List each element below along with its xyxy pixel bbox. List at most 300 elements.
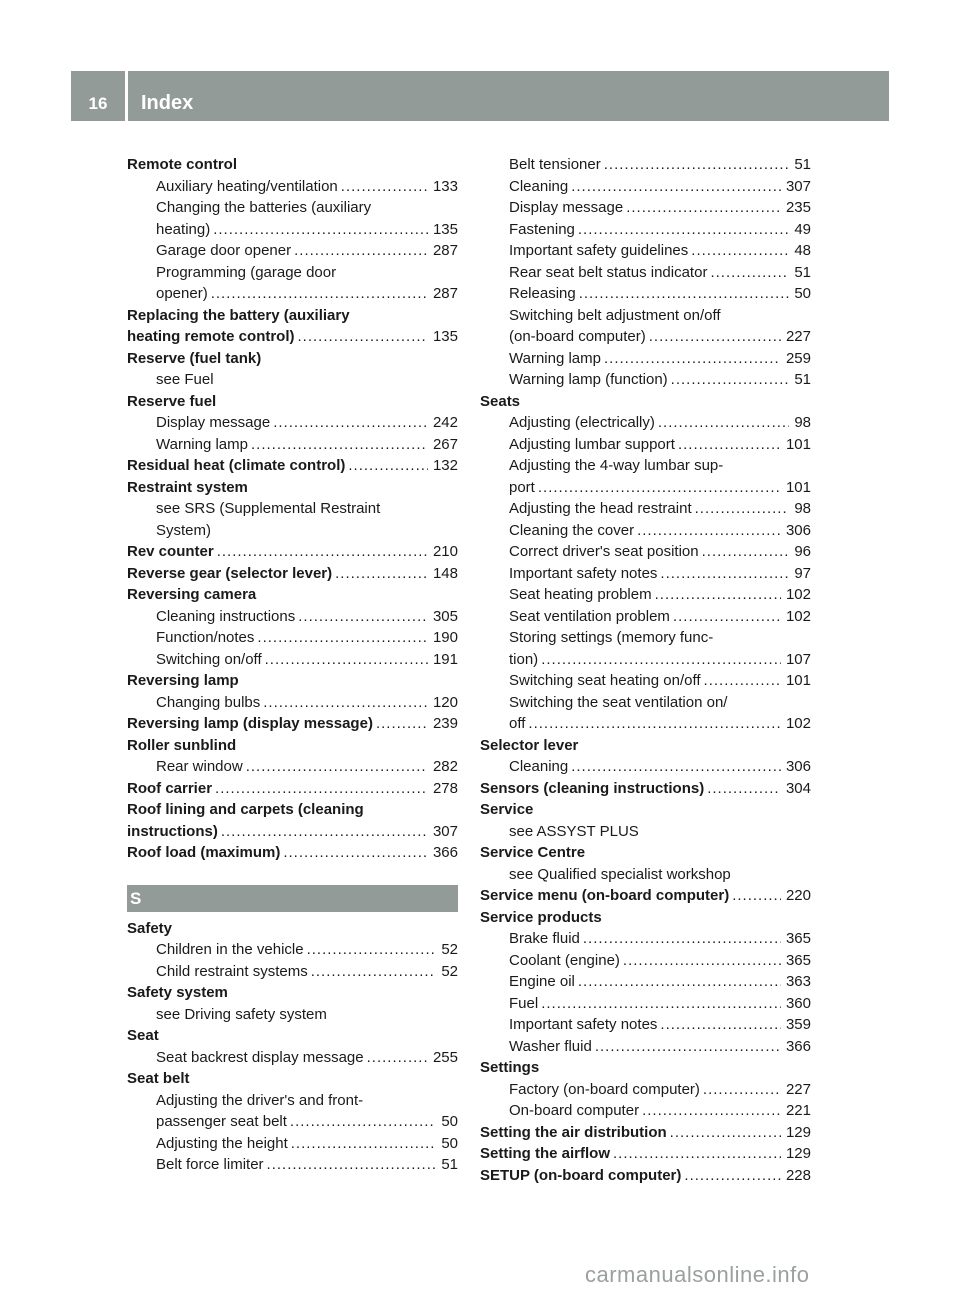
entry-text: On-board computer (509, 1102, 640, 1119)
index-subentry (480, 434, 811, 456)
dot-leader (283, 842, 428, 864)
section-heading-s: S (127, 885, 458, 912)
entry-text: Setting the airflow (480, 1145, 611, 1162)
entry-text: see ASSYST PLUS (509, 822, 639, 840)
index-entry (127, 821, 458, 843)
page-reference: 102 (785, 586, 811, 603)
entry-text: Adjusting (electrically) (509, 414, 655, 431)
page-reference: 220 (785, 887, 811, 904)
index-subentry (480, 240, 811, 262)
index-entry (127, 1068, 458, 1090)
page-reference: 101 (785, 478, 811, 496)
page-reference: 120 (432, 693, 458, 711)
index-subentry (127, 692, 458, 714)
page-reference: 135 (432, 328, 458, 345)
dot-leader (335, 563, 428, 585)
dot-leader (307, 939, 437, 961)
index-subentry (127, 1111, 458, 1133)
entry-text: Seat ventilation problem (509, 607, 670, 625)
dot-leader (221, 821, 428, 843)
entry-text: Important safety guidelines (509, 242, 689, 259)
entry-text: Roller sunblind (127, 736, 237, 754)
entry-text: Setting the air distribution (480, 1123, 667, 1141)
index-entry (127, 541, 458, 563)
dot-leader (290, 1111, 436, 1133)
page-reference: 360 (785, 994, 811, 1012)
entry-text: Rear seat belt status indicator (509, 263, 708, 281)
index-subentry (127, 649, 458, 671)
page-title: Index (141, 92, 194, 114)
index-subentry (480, 821, 811, 843)
index-subentry (127, 369, 458, 391)
page-reference: 239 (432, 715, 458, 732)
page-reference: 221 (785, 1102, 811, 1119)
index-entry (480, 735, 811, 757)
index-subentry (480, 262, 811, 284)
watermark: carmanualsonline.info (585, 1262, 810, 1287)
page-header (71, 71, 889, 121)
dot-leader (671, 369, 790, 391)
index-subentry (127, 1133, 458, 1155)
dot-leader (211, 283, 428, 305)
page-reference: 148 (432, 564, 458, 582)
dot-leader (649, 326, 781, 348)
entry-text: Function/notes (156, 629, 255, 646)
page-reference: 98 (794, 414, 811, 431)
page-reference: 359 (785, 1016, 811, 1033)
dot-leader (637, 520, 781, 542)
page-number: 16 (88, 94, 108, 113)
page-reference: 129 (785, 1145, 811, 1162)
entry-text: Replacing the battery (auxiliary (127, 306, 350, 324)
index-subentry (480, 154, 811, 176)
entry-text: Seats (480, 392, 521, 410)
index-subentry (480, 498, 811, 520)
entry-text: see SRS (Supplemental Restraint (156, 500, 381, 517)
entry-text: Service Centre (480, 844, 586, 861)
index-subentry (480, 1079, 811, 1101)
entry-text: Service (480, 801, 534, 818)
entry-text: heating) (156, 220, 211, 238)
index-subentry (480, 971, 811, 993)
page-reference: 51 (794, 263, 811, 281)
page-reference: 132 (432, 457, 458, 474)
dot-leader (273, 412, 428, 434)
page-reference: 242 (432, 414, 458, 431)
index-subentry (480, 348, 811, 370)
page-reference: 98 (794, 500, 811, 517)
index-subentry (480, 197, 811, 219)
page-reference: 210 (432, 543, 458, 560)
index-entry (127, 735, 458, 757)
dot-leader (695, 498, 790, 520)
dot-leader (263, 692, 428, 714)
index-subentry (480, 864, 811, 886)
index-entry (480, 778, 811, 800)
index-entry (127, 713, 458, 735)
entry-text: Adjusting the height (156, 1134, 288, 1152)
dot-leader (291, 1133, 437, 1155)
entry-text: Children in the vehicle (156, 941, 304, 958)
index-subentry (480, 305, 811, 327)
index-subentry (480, 713, 811, 735)
entry-text: Adjusting the head restraint (509, 500, 692, 517)
index-entry (127, 982, 458, 1004)
index-entry (480, 799, 811, 821)
entry-text: System) (156, 521, 212, 539)
index-subentry (480, 670, 811, 692)
dot-leader (265, 649, 428, 671)
index-entry (127, 305, 458, 327)
dot-leader (583, 928, 781, 950)
index-subentry (127, 197, 458, 219)
index-entry (127, 477, 458, 499)
dot-leader (691, 240, 789, 262)
entry-text: Important safety notes (509, 1016, 658, 1033)
dot-leader (660, 563, 789, 585)
page-reference: 259 (785, 349, 811, 367)
entry-text: Safety system (127, 984, 228, 1001)
dot-leader (367, 1047, 428, 1069)
index-entry (127, 391, 458, 413)
dot-leader (294, 240, 428, 262)
page-reference: 51 (441, 1156, 458, 1173)
dot-leader (670, 1122, 781, 1144)
entry-text: Factory (on-board computer) (509, 1080, 700, 1098)
entry-text: tion) (509, 650, 539, 668)
page-reference: 52 (441, 962, 458, 980)
index-subentry (480, 326, 811, 348)
dot-leader (660, 1014, 781, 1036)
dot-leader (579, 283, 790, 305)
index-subentry (480, 627, 811, 649)
entry-text: Coolant (engine) (509, 951, 620, 969)
dot-leader (732, 885, 781, 907)
page-reference: 228 (785, 1166, 811, 1184)
entry-text: Releasing (509, 285, 576, 302)
entry-text: Fastening (509, 220, 575, 238)
dot-leader (578, 971, 781, 993)
index-subentry (127, 262, 458, 284)
page-reference: 101 (785, 672, 811, 689)
index-entry (127, 326, 458, 348)
entry-text: Display message (156, 414, 271, 431)
page-reference: 366 (432, 844, 458, 861)
dot-leader (578, 219, 789, 241)
index-entry (480, 391, 811, 413)
page-reference: 305 (432, 607, 458, 625)
page-reference: 52 (441, 941, 458, 958)
index-subentry (480, 1100, 811, 1122)
entry-text: Programming (garage door (156, 263, 337, 281)
dot-leader (267, 1154, 437, 1176)
index-subentry (480, 649, 811, 671)
index-subentry (127, 606, 458, 628)
index-subentry (480, 520, 811, 542)
dot-leader (678, 434, 781, 456)
entry-text: Changing the batteries (auxiliary (156, 199, 372, 216)
entry-text: Adjusting lumbar support (509, 435, 675, 453)
index-column-right (480, 154, 811, 1186)
dot-leader (604, 348, 781, 370)
entry-text: see Fuel (156, 371, 214, 388)
index-entry (127, 563, 458, 585)
entry-text: Warning lamp (156, 435, 248, 453)
dot-leader (213, 219, 428, 241)
page-reference: 282 (432, 758, 458, 775)
index-entries-s (127, 918, 458, 1176)
entry-text: Correct driver's seat position (509, 543, 699, 560)
index-entries-r (127, 154, 458, 864)
index-entry (127, 348, 458, 370)
dot-leader (246, 756, 428, 778)
page-reference: 235 (785, 199, 811, 216)
page-reference: 135 (432, 220, 458, 238)
dot-leader (571, 756, 781, 778)
entry-text: Display message (509, 199, 624, 216)
index-subentry (480, 412, 811, 434)
page-reference: 96 (794, 543, 811, 560)
entry-text: Switching on/off (156, 650, 262, 668)
page-reference: 133 (432, 177, 458, 195)
page-reference: 190 (432, 629, 458, 646)
entry-text: Belt force limiter (156, 1156, 264, 1173)
entry-text: Roof load (maximum) (127, 844, 281, 861)
dot-leader (707, 778, 781, 800)
index-subentry (480, 950, 811, 972)
entry-text: Sensors (cleaning instructions) (480, 779, 705, 797)
index-entry (127, 670, 458, 692)
entry-text: instructions) (127, 822, 218, 840)
index-entry (127, 778, 458, 800)
index-entry (127, 584, 458, 606)
index-entry (127, 154, 458, 176)
dot-leader (673, 606, 781, 628)
entry-text: Switching belt adjustment on/off (509, 306, 721, 324)
index-subentry (127, 1154, 458, 1176)
dot-leader (541, 649, 781, 671)
entry-text: Seat belt (127, 1070, 190, 1087)
index-subentry (127, 1004, 458, 1026)
entry-text: Fuel (509, 994, 539, 1012)
entry-text: see Qualified specialist workshop (509, 865, 731, 883)
entry-text: Garage door opener (156, 242, 292, 259)
index-entry (480, 885, 811, 907)
index-subentry (480, 369, 811, 391)
page-reference: 102 (785, 607, 811, 625)
index-entry (480, 1122, 811, 1144)
dot-leader (626, 197, 781, 219)
index-subentry (480, 541, 811, 563)
entry-text: Reversing camera (127, 586, 257, 603)
index-entry (480, 1143, 811, 1165)
entry-text: Reversing lamp (127, 672, 239, 689)
index-subentry (480, 455, 811, 477)
entry-text: Adjusting the driver's and front- (156, 1091, 364, 1109)
dot-leader (642, 1100, 781, 1122)
dot-leader (623, 950, 781, 972)
index-subentry (127, 1047, 458, 1069)
dot-leader (298, 326, 428, 348)
index-entry (480, 907, 811, 929)
entry-text: Roof carrier (127, 779, 213, 797)
entry-text: Service menu (on-board computer) (480, 887, 730, 904)
page-reference: 365 (785, 930, 811, 947)
entry-text: Settings (480, 1059, 540, 1076)
entry-text: Seat backrest display message (156, 1048, 364, 1066)
dot-leader (655, 584, 781, 606)
index-subentry (480, 584, 811, 606)
entry-text: Service products (480, 908, 602, 926)
page-reference: 306 (785, 758, 811, 775)
dot-leader (376, 713, 428, 735)
page-reference: 304 (785, 779, 811, 797)
page-reference: 227 (785, 1080, 811, 1098)
page-reference: 129 (785, 1123, 811, 1141)
index-subentry (480, 219, 811, 241)
page-reference: 49 (794, 220, 811, 238)
dot-leader (298, 606, 428, 628)
page-reference: 48 (794, 242, 811, 259)
entry-text: Residual heat (climate control) (127, 457, 346, 474)
entry-text: Cleaning (509, 758, 569, 775)
entry-text: Reverse gear (selector lever) (127, 564, 333, 582)
index-subentry (127, 240, 458, 262)
entry-text: Switching seat heating on/off (509, 672, 701, 689)
entry-text: SETUP (on-board computer) (480, 1166, 682, 1184)
index-subentry (480, 756, 811, 778)
entry-text: Washer fluid (509, 1037, 592, 1055)
dot-leader (702, 541, 790, 563)
page-reference: 278 (432, 779, 458, 797)
index-entries-s-continued (480, 154, 811, 1186)
page-reference: 107 (785, 650, 811, 668)
dot-leader (538, 477, 781, 499)
entry-text: Auxiliary heating/ventilation (156, 177, 338, 195)
entry-text: passenger seat belt (156, 1113, 287, 1130)
entry-text: Adjusting the 4-way lumbar sup- (509, 457, 724, 474)
index-subentry (127, 176, 458, 198)
page-reference: 307 (785, 177, 811, 195)
index-subentry (127, 756, 458, 778)
entry-text: Safety (127, 919, 173, 937)
entry-text: Changing bulbs (156, 693, 261, 711)
index-subentry (127, 1090, 458, 1112)
page-reference: 255 (432, 1048, 458, 1066)
index-subentry (127, 520, 458, 542)
page-reference: 97 (794, 564, 811, 582)
entry-text: Warning lamp (509, 349, 601, 367)
index-entry (127, 842, 458, 864)
index-column-left (127, 154, 458, 1176)
entry-text: Roof lining and carpets (cleaning (127, 801, 364, 818)
entry-text: Selector lever (480, 736, 579, 754)
entry-text: Belt tensioner (509, 156, 601, 173)
entry-text: Seat (127, 1027, 159, 1044)
dot-leader (257, 627, 428, 649)
page-reference: 102 (785, 715, 811, 732)
page-reference: 287 (432, 285, 458, 302)
entry-text: Brake fluid (509, 930, 580, 947)
index-entry (127, 918, 458, 940)
index-subentry (127, 498, 458, 520)
dot-leader (710, 262, 789, 284)
dot-leader (658, 412, 789, 434)
page-reference: 50 (441, 1134, 458, 1152)
entry-text: Restraint system (127, 478, 248, 496)
page-reference: 227 (785, 328, 811, 345)
index-subentry (480, 993, 811, 1015)
entry-text: see Driving safety system (156, 1005, 327, 1023)
entry-text: Reserve fuel (127, 392, 217, 410)
entry-text: Cleaning the cover (509, 521, 635, 539)
index-subentry (127, 939, 458, 961)
page-reference: 366 (785, 1037, 811, 1055)
page-reference: 363 (785, 973, 811, 990)
entry-text: heating remote control) (127, 328, 295, 345)
entry-text: Child restraint systems (156, 962, 308, 980)
dot-leader (604, 154, 790, 176)
page-reference: 307 (432, 822, 458, 840)
index-subentry (480, 692, 811, 714)
page-reference: 50 (441, 1113, 458, 1130)
index-entry (480, 1057, 811, 1079)
page-reference: 306 (785, 521, 811, 539)
entry-text: Cleaning (509, 177, 569, 195)
index-subentry (127, 283, 458, 305)
dot-leader (704, 670, 781, 692)
entry-text: opener) (156, 285, 208, 302)
entry-text: Engine oil (509, 973, 575, 990)
dot-leader (341, 176, 428, 198)
index-subentry (127, 412, 458, 434)
page-reference: 50 (794, 285, 811, 302)
entry-text: Important safety notes (509, 564, 658, 582)
index-subentry (127, 627, 458, 649)
index-subentry (127, 219, 458, 241)
entry-text: Cleaning instructions (156, 607, 296, 625)
dot-leader (251, 434, 428, 456)
index-entry (480, 842, 811, 864)
dot-leader (595, 1036, 781, 1058)
entry-text: Reversing lamp (display message) (127, 715, 373, 732)
page-reference: 365 (785, 951, 811, 969)
page-reference: 51 (794, 156, 811, 173)
dot-leader (311, 961, 437, 983)
entry-text: Reserve (fuel tank) (127, 349, 262, 367)
index-subentry (480, 563, 811, 585)
index-entry (127, 455, 458, 477)
entry-text: Rear window (156, 758, 243, 775)
dot-leader (217, 541, 428, 563)
dot-leader (684, 1165, 781, 1187)
index-subentry (480, 928, 811, 950)
index-entry (127, 1025, 458, 1047)
entry-text: port (509, 478, 535, 496)
index-subentry (127, 434, 458, 456)
index-entry (480, 1165, 811, 1187)
page-reference: 287 (432, 242, 458, 259)
page-reference: 267 (432, 435, 458, 453)
index-subentry (480, 477, 811, 499)
dot-leader (215, 778, 428, 800)
dot-leader (541, 993, 781, 1015)
entry-text: Remote control (127, 156, 238, 173)
entry-text: Warning lamp (function) (509, 371, 668, 388)
entry-text: Rev counter (127, 543, 214, 560)
page-reference: 191 (432, 650, 458, 668)
dot-leader (613, 1143, 781, 1165)
